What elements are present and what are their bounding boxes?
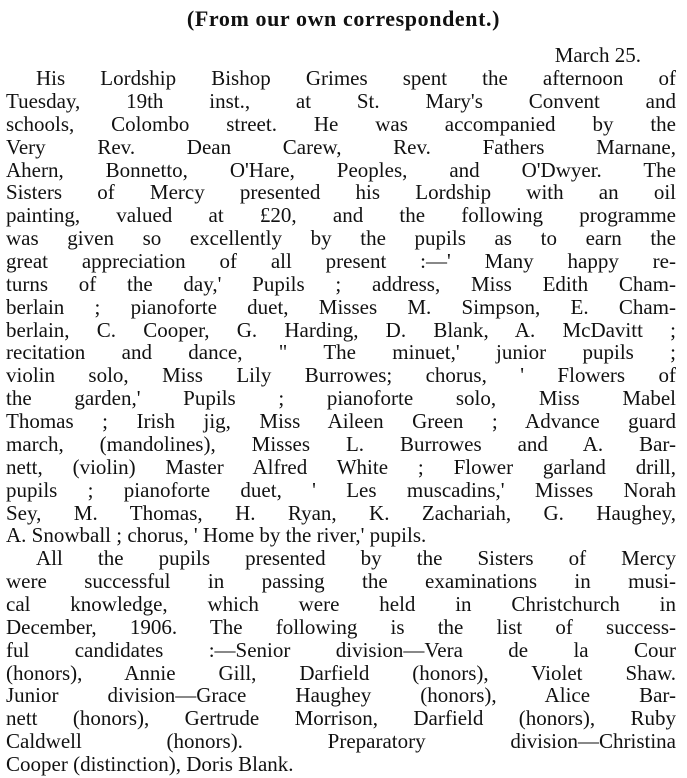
text-line: (honors), Annie Gill, Darfield (honors), Violet Shaw. [6,660,676,685]
text-line: nett, (violin) Master Alfred White ; Flower garland drill, [6,454,676,479]
text-line: Sisters of Mercy presented his Lordship with an oil [6,180,676,205]
text-line: Cooper (distinction), Doris Blank. [6,752,294,776]
text-line: painting, valued at £20, and the following programme [6,203,676,228]
text-line: schools, Colombo street. He was accompanied by the [6,111,676,136]
text-line: All the pupils presented by the Sisters of Mercy [36,546,676,571]
text-line: the garden,' Pupils ; pianoforte solo, Miss Mabel [6,386,676,411]
text-line: Caldwell (honors). Preparatory division—Christina [6,729,676,754]
text-line: were successful in passing the examinations in musi- [6,569,676,594]
text-line: cal knowledge, which were held in Christchurch in [6,591,676,616]
text-line: nett (honors), Gertrude Morrison, Darfield (honors), Ruby [6,706,676,731]
text-line: His Lordship Bishop Grimes spent the afternoon of [36,66,676,90]
text-line: violin solo, Miss Lily Burrowes; chorus, ' Flowers of [6,363,676,388]
text-line: Ahern, Bonnetto, O'Hare, Peoples, and O'Dwyer. The [6,157,676,182]
text-line: march, (mandolines), Misses L. Burrowes and A. Bar- [6,431,676,456]
text-line: December, 1906. The following is the list of success- [6,614,676,639]
text-line: pupils ; pianoforte duet, ' Les muscadins,' Misses Norah [6,477,676,502]
text-line: berlain ; pianoforte duet, Misses M. Simpson, E. Cham- [6,294,676,319]
text-line: turns of the day,' Pupils ; address, Miss Edith Cham- [6,271,676,296]
text-line: ful candidates :—Senior division—Vera de la Cour [6,637,676,662]
text-line: Sey, M. Thomas, H. Ryan, K. Zachariah, G. Haughey, [6,500,676,525]
text-line: recitation and dance, " The minuet,' junior pupils ; [6,340,676,365]
dateline: March 25. [554,43,641,67]
correspondent-heading: (From our own correspondent.) [186,6,501,31]
text-line: was given so excellently by the pupils as to earn the [6,226,676,251]
text-line: Very Rev. Dean Carew, Rev. Fathers Marnane, [6,134,676,159]
text-line: Tuesday, 19th inst., at St. Mary's Convent and [6,88,676,113]
text-line: Thomas ; Irish jig, Miss Aileen Green ; Advance guard [6,409,676,433]
text-line: Junior division—Grace Haughey (honors), Alice Bar- [6,683,676,708]
text-line: A. Snowball ; chorus, ' Home by the river,' pupils. [6,523,427,548]
text-line: berlain, C. Cooper, G. Harding, D. Blank, A. McDavitt ; [6,317,676,342]
text-line: great appreciation of all present :—' Many happy re- [6,248,676,273]
